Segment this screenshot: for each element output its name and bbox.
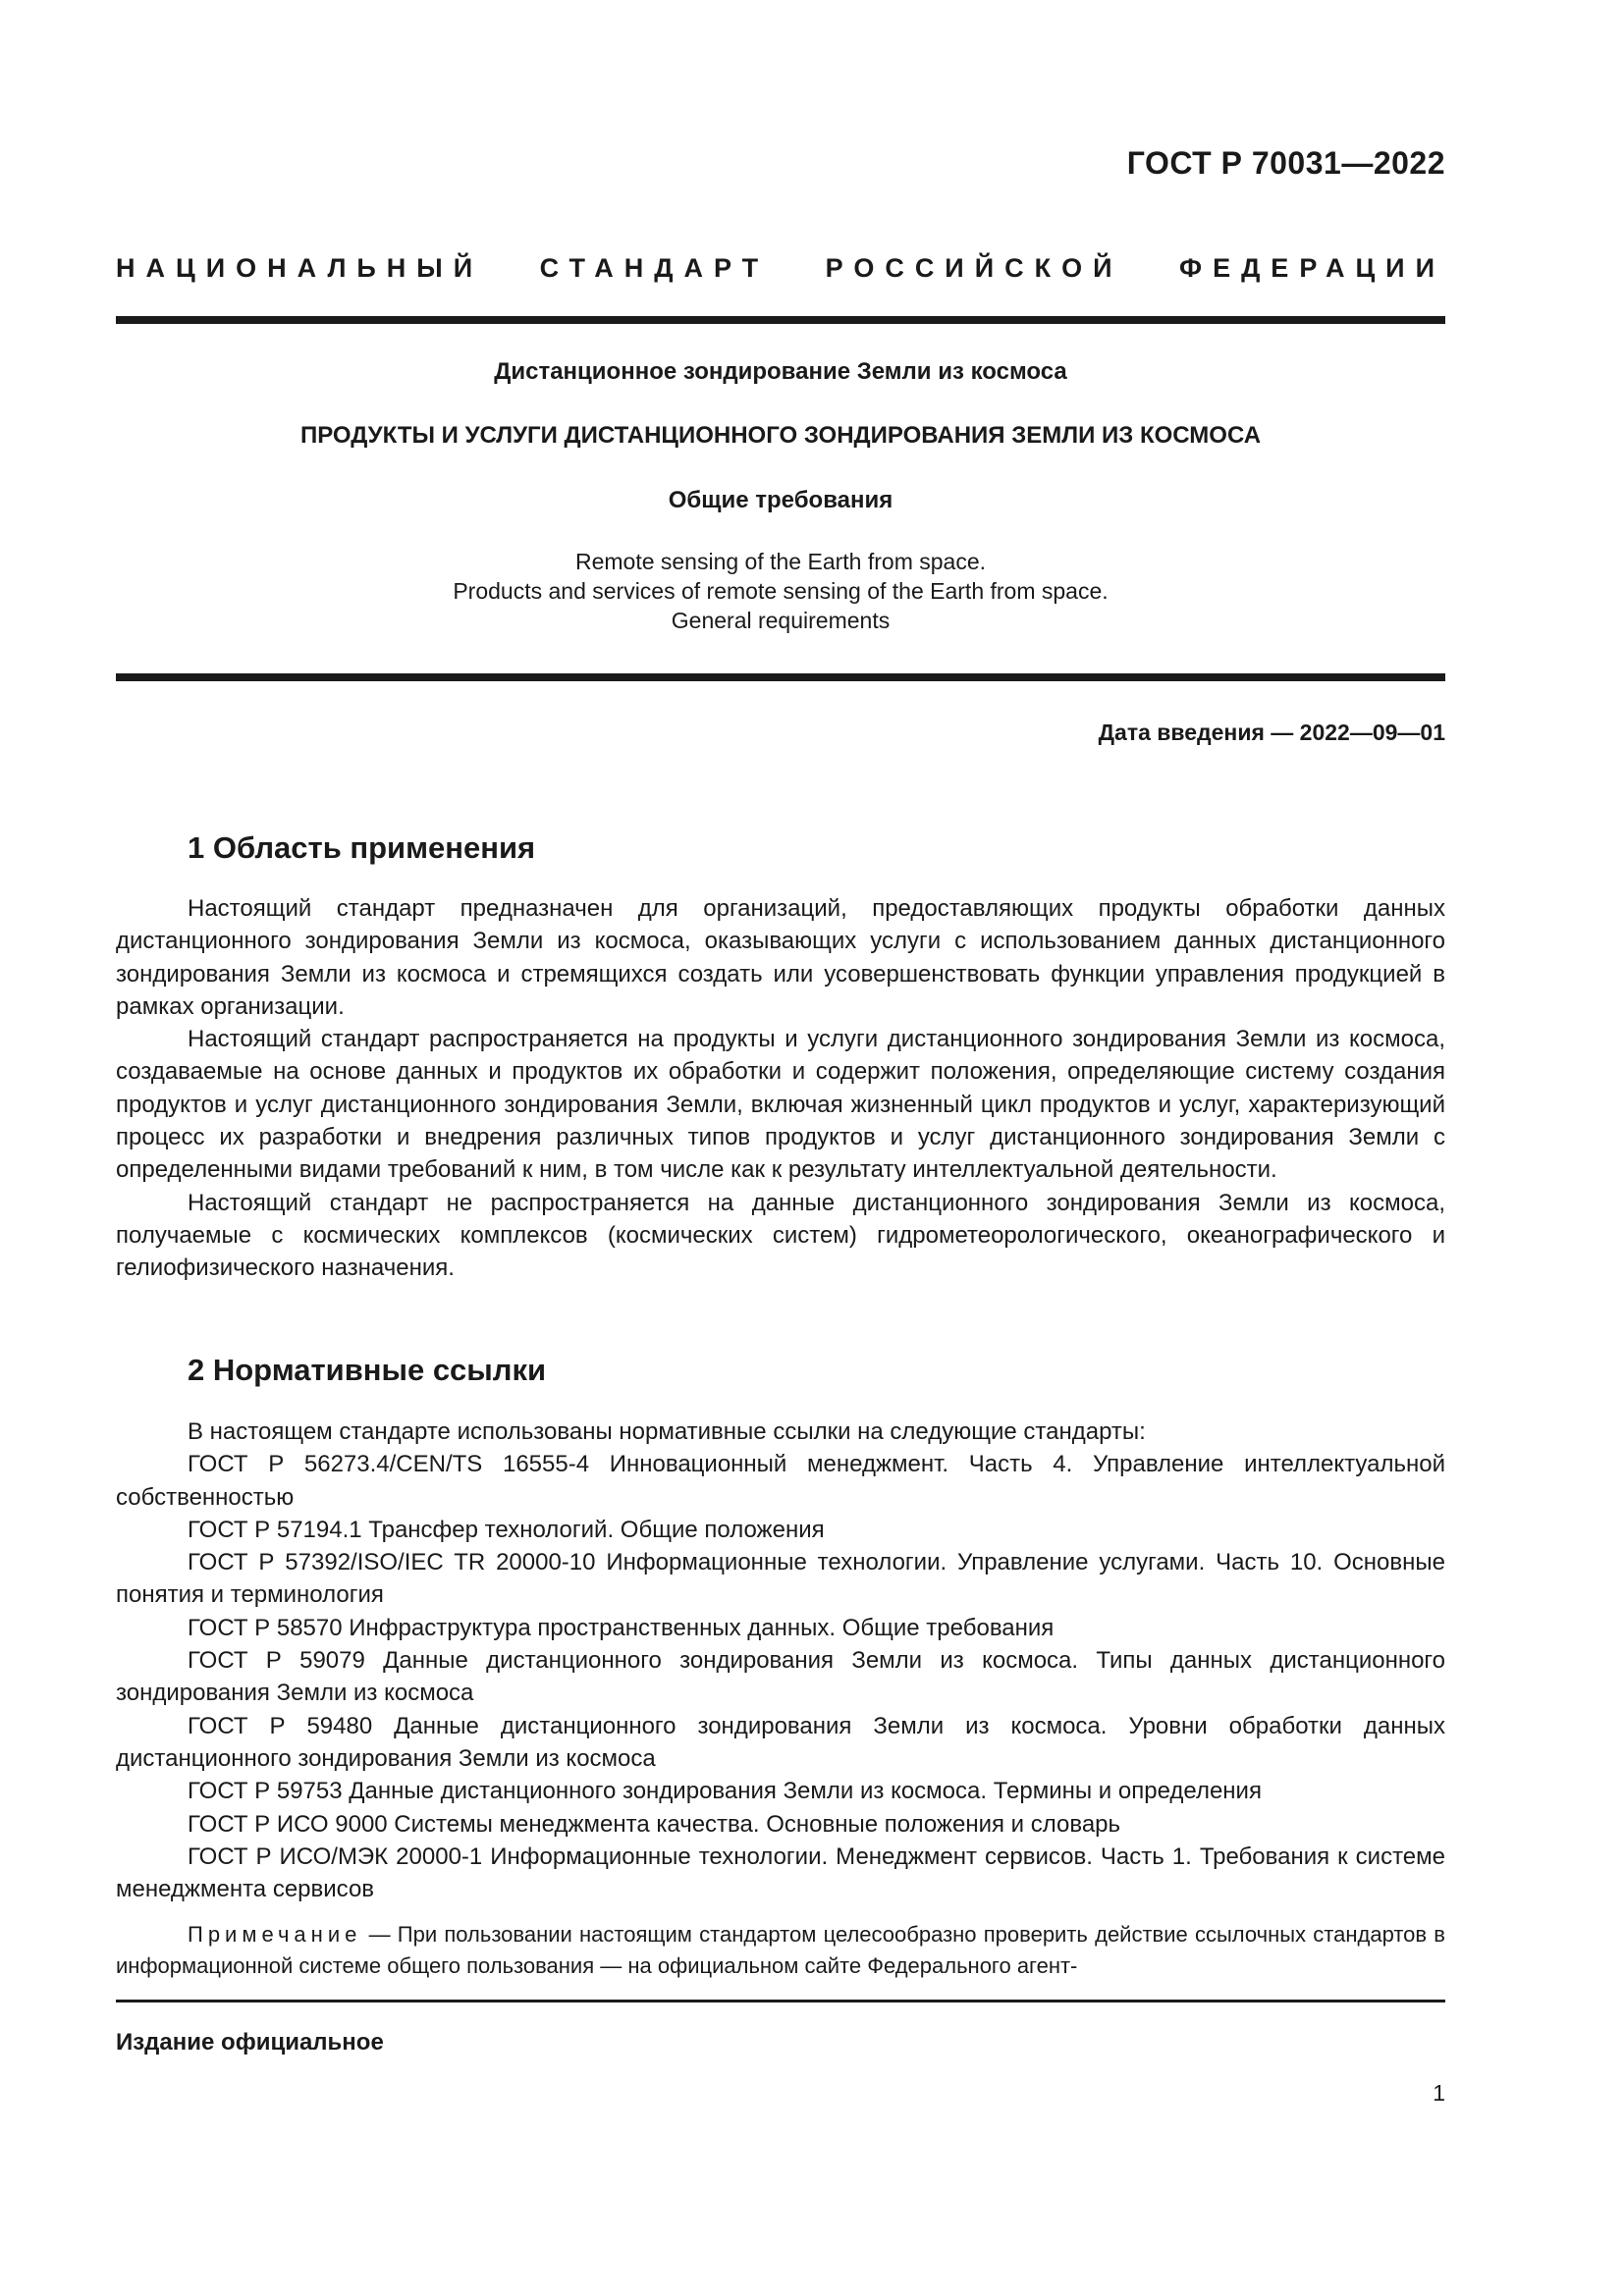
section-body-references: [116, 1415, 1445, 1905]
reference-item: ГОСТ Р 58570 Инфраструктура пространственных данных. Общие требования: [188, 1614, 1055, 1641]
note-text: — При пользовании настоящим стандартом целесообразно проверить действие ссылочных стандартов в информационной системе общего пользования — на официальном сайте Федерального агент-: [116, 1922, 1445, 1978]
page-number: 1: [1433, 2080, 1445, 2106]
english-title-line: Remote sensing of the Earth from space.: [574, 549, 987, 574]
english-title-line: Products and services of remote sensing of the Earth from space.: [453, 578, 1109, 604]
standard-main-title: ПРОДУКТЫ И УСЛУГИ ДИСТАНЦИОННОГО ЗОНДИРОВАНИЯ ЗЕМЛИ ИЗ КОСМОСА: [299, 422, 1262, 449]
reference-item: ГОСТ Р 57392/ISO/IEC TR 20000-10 Информационные технологии. Управление услугами. Часть 10. Основные понятия и терминология: [116, 1549, 1445, 1609]
document-number: ГОСТ Р 70031—2022: [1126, 145, 1445, 181]
note-block: [116, 1919, 1445, 1982]
reference-item: ГОСТ Р 59753 Данные дистанционного зондирования Земли из космоса. Термины и определения: [188, 1778, 1262, 1805]
paragraph: Настоящий стандарт распространяется на продукты и услуги дистанционного зондирования Земли из космоса, создаваемые на основе данных и продуктов их обработки и содержит положения, определяющие систему создания продуктов и услуг дистанционного зондирования Земли, включая жизненный цикл продуктов и услуг, характеризующий процесс их разработки и внедрения различных типов продуктов и услуг дистанционного зондирования Земли с определенными видами требований к ним, в том числе как к результату интеллектуальной деятельности.: [116, 1026, 1445, 1184]
national-standard-title: НАЦИОНАЛЬНЫЙ СТАНДАРТ РОССИЙСКОЙ ФЕДЕРАЦИИ: [116, 253, 1445, 283]
note-label: Примечание: [188, 1922, 362, 1947]
english-title-line: General requirements: [671, 608, 891, 633]
paragraph: Настоящий стандарт предназначен для организаций, предоставляющих продукты обработки данных дистанционного зондирования Земли из космоса, оказывающих услуги с использованием данных дистанционного зондирования Земли из космоса и стремящихся создать или усовершенствовать функции управления продукцией в рамках организации.: [116, 895, 1445, 1020]
paragraph: Настоящий стандарт не распространяется на данные дистанционного зондирования Земли из космоса, получаемые с космических комплексов (космических систем) гидрометеорологического, океанографического и гелиофизического назначения.: [116, 1189, 1445, 1282]
title-divider: [116, 673, 1445, 681]
edition-label: Издание официальное: [116, 2029, 384, 2056]
introduction-date: Дата введения — 2022—09—01: [1098, 720, 1445, 745]
standard-topic: Дистанционное зондирование Земли из космоса: [494, 358, 1067, 385]
references-intro: В настоящем стандарте использованы нормативные ссылки на следующие стандарты:: [188, 1418, 1146, 1445]
reference-item: ГОСТ Р 59480 Данные дистанционного зондирования Земли из космоса. Уровни обработки данных дистанционного зондирования Земли из космоса: [116, 1712, 1445, 1772]
reference-item: ГОСТ Р 57194.1 Трансфер технологий. Общие положения: [188, 1516, 825, 1543]
top-divider: [116, 316, 1445, 324]
reference-item: ГОСТ Р 56273.4/CEN/TS 16555-4 Инновационный менеджмент. Часть 4. Управление интеллектуальной собственностью: [116, 1451, 1445, 1511]
reference-item: ГОСТ Р 59079 Данные дистанционного зондирования Земли из космоса. Типы данных дистанционного зондирования Земли из космоса: [116, 1647, 1445, 1707]
section-heading-references: 2 Нормативные ссылки: [188, 1353, 547, 1387]
section-heading-scope: 1 Область применения: [188, 830, 536, 865]
reference-item: ГОСТ Р ИСО/МЭК 20000-1 Информационные технологии. Менеджмент сервисов. Часть 1. Требования к системе менеджмента сервисов: [116, 1842, 1445, 1903]
section-body-scope: [116, 892, 1445, 1285]
standard-subtitle: Общие требования: [668, 487, 893, 513]
reference-item: ГОСТ Р ИСО 9000 Системы менеджмента качества. Основные положения и словарь: [188, 1810, 1121, 1838]
footer-divider: [116, 2000, 1445, 2002]
